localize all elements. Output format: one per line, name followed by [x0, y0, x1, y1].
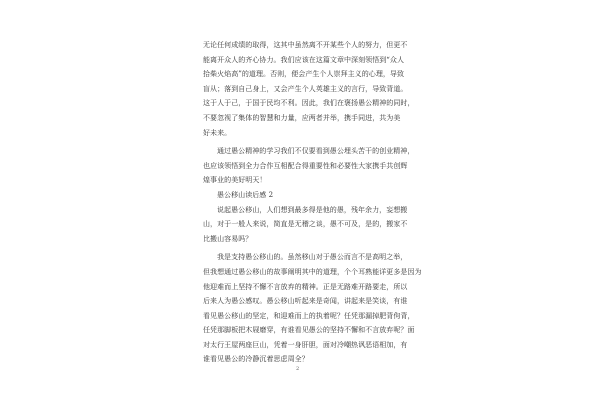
text-line: 后来人为愚公感叹。愚公移山听起来是奇闻，讲起来是笑谈，有谁 — [203, 297, 408, 306]
text-line: 能离开众人的齐心协力。我们应该在这篇文章中深刻领悟到“众人 — [203, 55, 405, 64]
text-line: 煌事业的美好明天！ — [203, 176, 267, 185]
text-line: 盲从；落到自己身上，又会产生个人英雄主义的言行，导致背道。 — [203, 84, 408, 93]
text-line: 不要忽视了集体的智慧和力量，应两者并举，携手同进，共为美 — [203, 113, 401, 122]
paragraph-collective-effort — [203, 38, 415, 140]
text-line: 我是支持愚公移山的。虽然移山对于愚公而言不是高明之举， — [217, 253, 408, 262]
text-line: 比搬山容易吗？ — [203, 234, 253, 243]
text-line: 任凭那脚板把木屐磨穿，有谁看见愚公的坚持不懈和不言放弃呢？面 — [203, 326, 415, 335]
text-line: 谁看见愚公的冷静沉着思虑周全？ — [203, 355, 309, 364]
text-line: 说起愚公移山，人们想到最多得是他的愚，残年余力，妄想搬 — [217, 205, 408, 214]
text-line: 无论任何成绩的取得，这其中虽然离不开某些个人的努力，但更不 — [203, 41, 408, 49]
text-line: 好未来。 — [203, 128, 232, 137]
text-line: 他迎难而上坚持不懈不言放弃的精神。正是无路难开路要走，所以 — [203, 282, 408, 291]
text-line: 但我想通过愚公移山的故事阐明其中的道理，个个耳熟能详更多是因为 — [203, 267, 422, 276]
text-line: 通过愚公精神的学习我们不仅要看到愚公埋头苦干的创业精神， — [217, 147, 415, 156]
text-line: 这于人于己，于国于民均不利。因此，我们在褒扬愚公精神的同时， — [203, 99, 415, 108]
paragraph-conclusion — [203, 144, 415, 188]
text-line: 也应该领悟到全力合作互相配合得重要性和必要性大家携手共创辉 — [203, 161, 408, 170]
text-line: 拾柴火焰高”的道理。否则，便会产生个人崇拜主义的心理，导致 — [203, 70, 405, 79]
text-line: 山，对于一般人来说，简直是无稽之谈，愚不可及，是的，搬家不 — [203, 220, 408, 229]
text-line: 看见愚公移山的坚定，和迎难而上的执着呢？任凭那漏掉肥背佝背， — [203, 311, 415, 320]
document-body — [203, 38, 422, 367]
paragraph-support — [203, 250, 422, 367]
paragraph-introduction — [203, 203, 408, 247]
text-line: 对太行王屋两座巨山，凭着一身肝胆，面对冷嘲热讽恶语相加，有 — [203, 340, 408, 349]
page-number: 2 — [296, 366, 300, 372]
section-title: 愚公移山读后感 2 — [217, 190, 274, 199]
